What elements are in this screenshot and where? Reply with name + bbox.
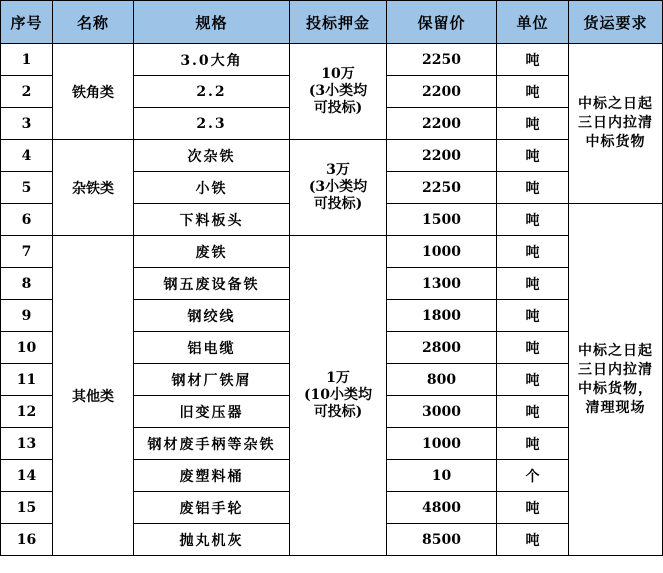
- row-price: 1000: [387, 428, 497, 460]
- group-deposit: [290, 236, 387, 556]
- group-name: 其他类: [53, 236, 134, 556]
- row-price: 4800: [387, 492, 497, 524]
- transport-line: 中标货物，: [578, 380, 653, 397]
- header-unit: 单位: [497, 1, 569, 44]
- transport-requirement: [569, 204, 663, 556]
- transport-line: 三日内拉清: [578, 361, 653, 378]
- row-unit: 吨: [497, 524, 569, 556]
- row-spec: 钢材厂铁屑: [134, 364, 290, 396]
- row-unit: 个: [497, 460, 569, 492]
- row-spec: 铝电缆: [134, 332, 290, 364]
- row-unit: 吨: [497, 268, 569, 300]
- row-price: 1300: [387, 268, 497, 300]
- row-unit: 吨: [497, 140, 569, 172]
- row-price: 1000: [387, 236, 497, 268]
- transport-line: 三日内拉清: [578, 115, 653, 131]
- row-spec: 钢材废手柄等杂铁: [134, 428, 290, 460]
- row-unit: 吨: [497, 172, 569, 204]
- transport-requirement: [569, 44, 663, 204]
- header-deposit: 投标押金: [290, 1, 387, 44]
- row-spec: 次杂铁: [134, 140, 290, 172]
- header-row: [1, 1, 663, 44]
- row-price: 1500: [387, 204, 497, 236]
- row-price: 10: [387, 460, 497, 492]
- deposit-line: 可投标): [313, 100, 363, 116]
- row-unit: 吨: [497, 300, 569, 332]
- transport-line: 清理现场: [585, 399, 646, 416]
- row-spec: 3.0大角: [134, 44, 290, 76]
- row-no: 6: [1, 204, 53, 236]
- row-spec: 2.2: [134, 76, 290, 108]
- row-price: 1800: [387, 300, 497, 332]
- row-spec: 废铝手轮: [134, 492, 290, 524]
- group-deposit: [290, 44, 387, 140]
- row-no: 7: [1, 236, 53, 268]
- row-no: 9: [1, 300, 53, 332]
- deposit-line: 1万: [326, 370, 350, 386]
- group-name: 铁角类: [53, 44, 134, 140]
- deposit-line: 3万: [326, 162, 350, 178]
- table-row: [1, 140, 663, 172]
- row-price: 2800: [387, 332, 497, 364]
- transport-line: 中标货物: [585, 134, 646, 150]
- row-no: 13: [1, 428, 53, 460]
- deposit-line: (3小类均: [308, 179, 368, 195]
- row-no: 2: [1, 76, 53, 108]
- row-spec: 2.3: [134, 108, 290, 140]
- group-name: 杂铁类: [53, 140, 134, 236]
- row-no: 10: [1, 332, 53, 364]
- deposit-line: (10小类均: [303, 387, 373, 403]
- row-no: 15: [1, 492, 53, 524]
- header-no: 序号: [1, 1, 53, 44]
- row-unit: 吨: [497, 44, 569, 76]
- row-unit: 吨: [497, 108, 569, 140]
- row-unit: 吨: [497, 236, 569, 268]
- row-no: 16: [1, 524, 53, 556]
- row-price: 2200: [387, 140, 497, 172]
- deposit-line: 10万: [321, 66, 355, 82]
- row-unit: 吨: [497, 76, 569, 108]
- header-spec: 规格: [134, 1, 290, 44]
- row-no: 8: [1, 268, 53, 300]
- row-no: 1: [1, 44, 53, 76]
- row-no: 14: [1, 460, 53, 492]
- deposit-line: 可投标): [313, 196, 363, 212]
- row-spec: 钢绞线: [134, 300, 290, 332]
- row-price: 2250: [387, 172, 497, 204]
- deposit-line: (3小类均: [308, 83, 368, 99]
- row-price: 3000: [387, 396, 497, 428]
- row-unit: 吨: [497, 492, 569, 524]
- row-no: 12: [1, 396, 53, 428]
- row-spec: 下料板头: [134, 204, 290, 236]
- row-unit: 吨: [497, 396, 569, 428]
- row-no: 11: [1, 364, 53, 396]
- row-spec: 废铁: [134, 236, 290, 268]
- group-deposit: [290, 140, 387, 236]
- row-price: 800: [387, 364, 497, 396]
- row-spec: 抛丸机灰: [134, 524, 290, 556]
- header-name: 名称: [53, 1, 134, 44]
- row-price: 2200: [387, 108, 497, 140]
- header-transport: 货运要求: [569, 1, 663, 44]
- row-price: 2250: [387, 44, 497, 76]
- row-price: 8500: [387, 524, 497, 556]
- deposit-line: 可投标): [313, 404, 363, 420]
- row-no: 4: [1, 140, 53, 172]
- table-row: [1, 44, 663, 76]
- row-spec: 小铁: [134, 172, 290, 204]
- row-unit: 吨: [497, 332, 569, 364]
- row-no: 3: [1, 108, 53, 140]
- transport-line: 中标之日起: [578, 96, 653, 112]
- row-spec: 旧变压器: [134, 396, 290, 428]
- row-unit: 吨: [497, 428, 569, 460]
- row-spec: 钢五废设备铁: [134, 268, 290, 300]
- header-reserve-price: 保留价: [387, 1, 497, 44]
- row-no: 5: [1, 172, 53, 204]
- row-spec: 废塑料桶: [134, 460, 290, 492]
- transport-line: 中标之日起: [578, 342, 653, 359]
- row-unit: 吨: [497, 204, 569, 236]
- table-row: [1, 236, 663, 268]
- row-unit: 吨: [497, 364, 569, 396]
- row-price: 2200: [387, 76, 497, 108]
